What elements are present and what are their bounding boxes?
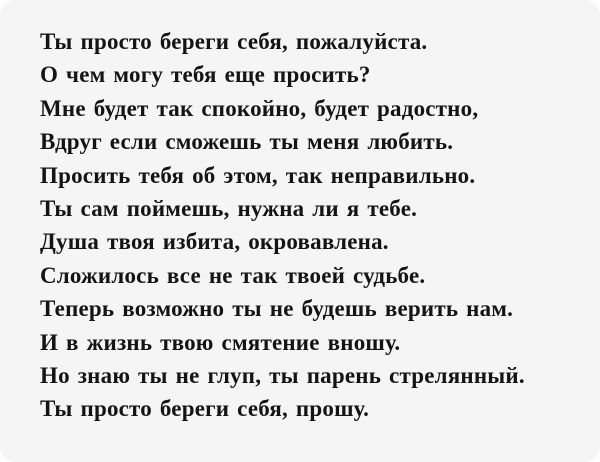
poem-line: Мне будет так спокойно, будет радостно, [40, 95, 479, 121]
poem-line: О чем могу тебя еще просить? [40, 62, 371, 88]
poem-line: Душа твоя избита, окровавлена. [40, 229, 389, 255]
poem-line: Теперь возможно ты не будешь верить нам. [40, 296, 514, 322]
poem-line: Ты просто береги себя, пожалуйста. [40, 29, 428, 54]
poem-line: Но знаю ты не глуп, ты парень стрелянный. [40, 363, 525, 389]
poem-line: Ты сам поймешь, нужна ли я тебе. [40, 196, 418, 222]
poem-line: Вдруг если сможешь ты меня любить. [40, 129, 454, 155]
poem-line: Сложилось все не так твоей судьбе. [40, 262, 426, 288]
poem-line: И в жизнь твою смятение вношу. [40, 329, 401, 355]
poem-line: Ты просто береги себя, прошу. [40, 396, 370, 422]
poem-line: Просить тебя об этом, так неправильно. [40, 162, 476, 188]
